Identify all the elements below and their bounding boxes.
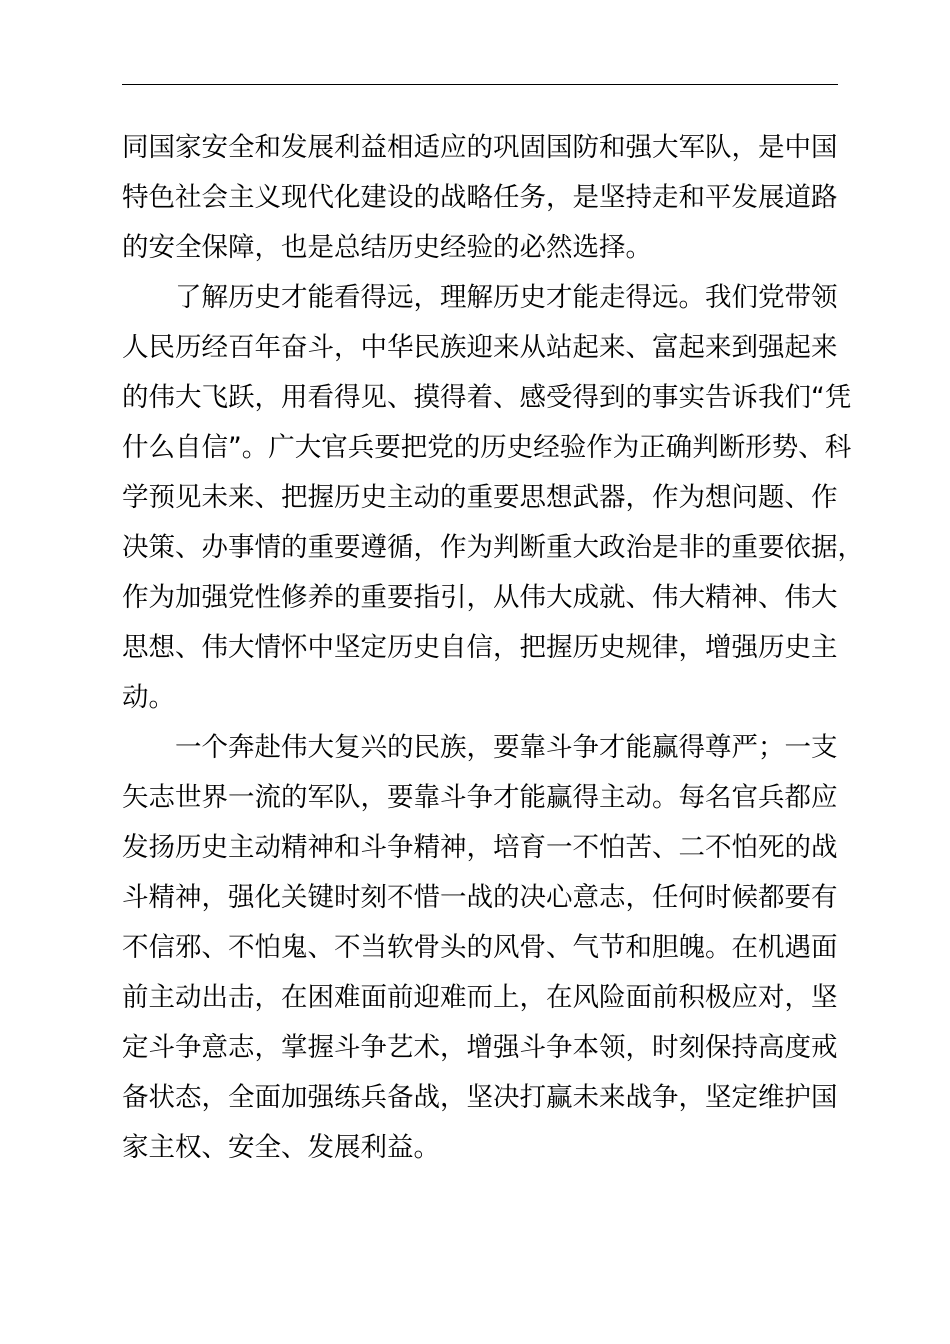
paragraph-2 — [122, 273, 864, 723]
header-rule — [122, 84, 838, 85]
text-line: 发扬历史主动精神和斗争精神，培育一不怕苦、二不怕死的战 — [122, 832, 838, 863]
text-line: 前主动出击，在困难面前迎难而上，在风险面前积极应对，坚 — [122, 982, 838, 1013]
text-line: 不信邪、不怕鬼、不当软骨头的风骨、气节和胆魄。在机遇面 — [122, 932, 838, 963]
text-line: 思想、伟大情怀中坚定历史自信，把握历史规律，增强历史主 — [122, 632, 838, 663]
text-line: 什么自信”。广大官兵要把党的历史经验作为正确判断形势、科 — [122, 432, 852, 463]
text-line: 学预见未来、把握历史主动的重要思想武器，作为想问题、作 — [122, 482, 838, 513]
text-line: 决策、办事情的重要遵循，作为判断重大政治是非的重要依据， — [122, 532, 864, 563]
text-line: 同国家安全和发展利益相适应的巩固国防和强大军队，是中国 — [122, 132, 838, 163]
text-line: 人民历经百年奋斗，中华民族迎来从站起来、富起来到强起来 — [122, 332, 838, 363]
text-line: 的安全保障，也是总结历史经验的必然选择。 — [122, 232, 652, 263]
text-line: 作为加强党性修养的重要指引，从伟大成就、伟大精神、伟大 — [122, 582, 838, 613]
text-line: 了解历史才能看得远，理解历史才能走得远。我们党带领 — [175, 282, 838, 313]
paragraph-3 — [122, 723, 838, 1173]
document-body — [122, 123, 864, 1173]
text-line: 家主权、安全、发展利益。 — [122, 1132, 440, 1163]
text-line: 特色社会主义现代化建设的战略任务，是坚持走和平发展道路 — [122, 182, 838, 213]
paragraph-1 — [122, 123, 838, 273]
text-line: 的伟大飞跃，用看得见、摸得着、感受得到的事实告诉我们“凭 — [122, 382, 852, 413]
text-line: 矢志世界一流的军队，要靠斗争才能赢得主动。每名官兵都应 — [122, 782, 838, 813]
text-line: 斗精神，强化关键时刻不惜一战的决心意志，任何时候都要有 — [122, 882, 838, 913]
text-line: 一个奔赴伟大复兴的民族，要靠斗争才能赢得尊严；一支 — [175, 732, 838, 763]
text-line: 备状态，全面加强练兵备战，坚决打赢未来战争，坚定维护国 — [122, 1082, 838, 1113]
text-line: 动。 — [122, 682, 175, 713]
text-line: 定斗争意志，掌握斗争艺术，增强斗争本领，时刻保持高度戒 — [122, 1032, 838, 1063]
